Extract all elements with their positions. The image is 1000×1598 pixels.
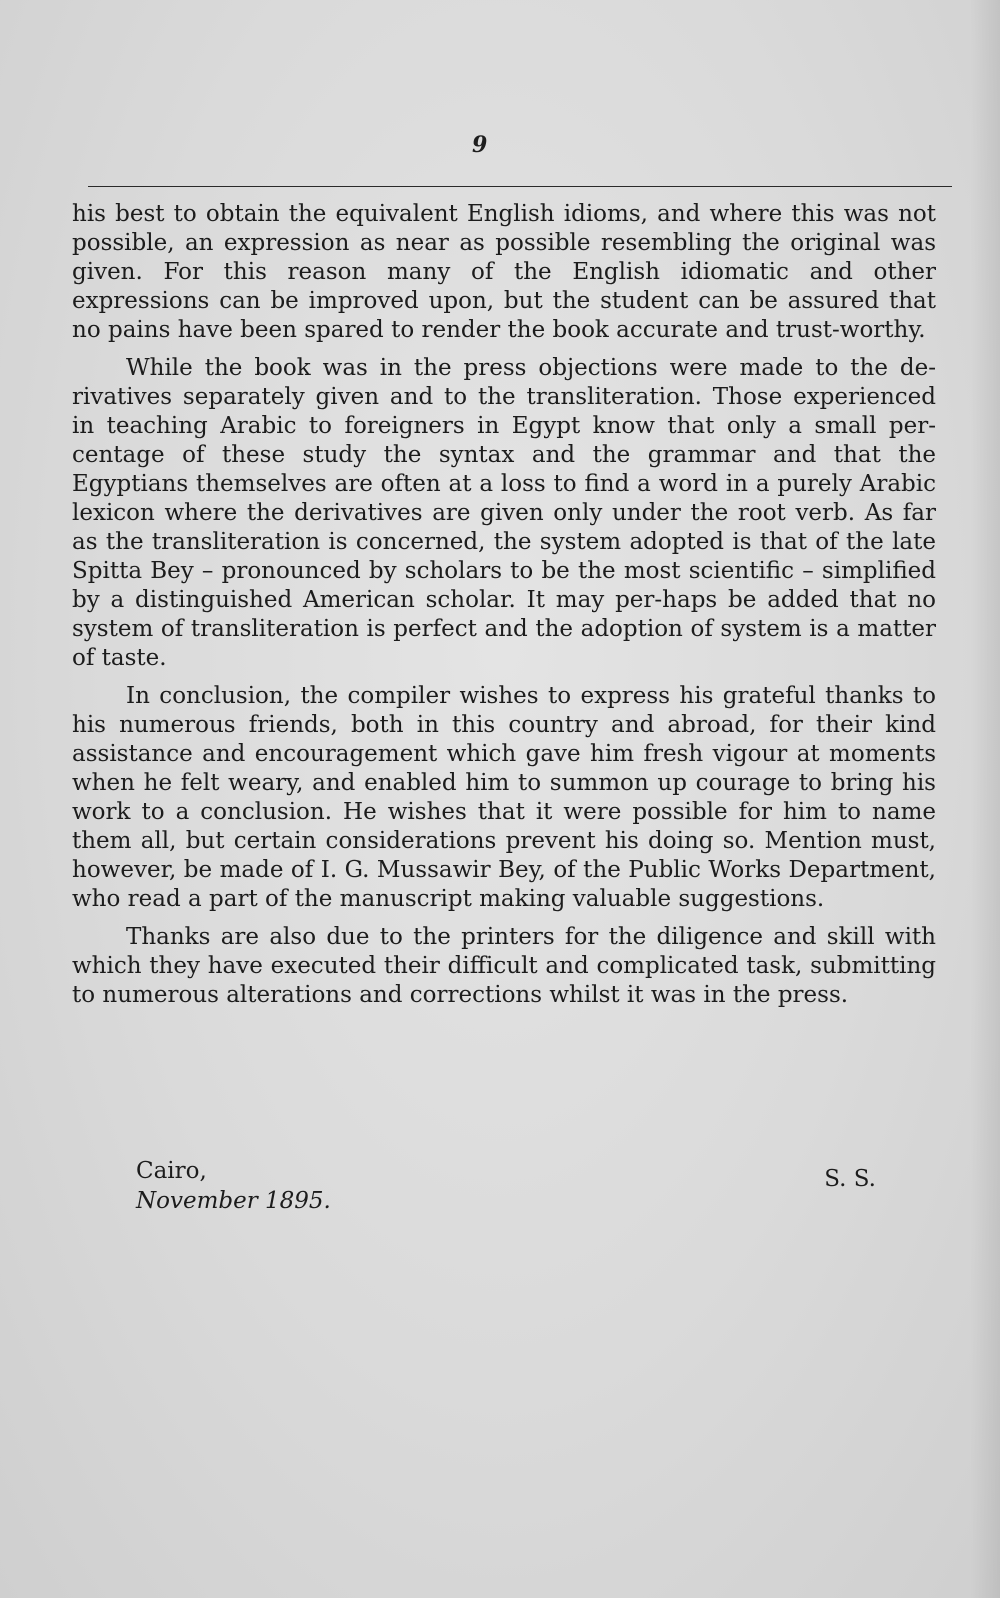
paragraph-3: In conclusion, the compiler wishes to express his grateful thanks to his numerous friends, both in this country and abroad, for their kind assistance and encouragement which gave him fresh vigour at moments when he felt weary, and enabled him to summon up courage to bring his work to a conclusion. He wishes that it were possible for him to name them all, but certain considerations prevent his doing so. Mention must, however, be made of I. G. Mussawir Bey, of the Public Works Department, who read a part of the manuscript making valuable suggestions. xyxy=(72,683,936,912)
paragraph-4: Thanks are also due to the printers for the diligence and skill with which they have executed their difficult and complicated task, submitting to numerous alterations and corrections whilst it was in the press. xyxy=(72,924,936,1008)
page-number: 9 xyxy=(472,132,488,158)
body-text xyxy=(72,200,936,1010)
header-rule xyxy=(88,186,952,187)
signoff-initials: S. S. xyxy=(824,1166,876,1192)
paragraph-1: his best to obtain the equivalent English idioms, and where this was not possible, an expression as near as possible resembling the original was given. For this reason many of the English idiomatic and other expressions can be improved upon, but the student can be assured that no pains have been spared to render the book accurate and trust-worthy. xyxy=(72,201,936,343)
signoff-place: Cairo, xyxy=(136,1158,207,1184)
page-edge-shadow xyxy=(970,0,1000,1598)
paragraph-2: While the book was in the press objections were made to the de-rivatives separately given and to the transliteration. Those experienced in teaching Arabic to foreigners in Egypt know that only a small per-centage of these study the syntax and the grammar and that the Egyptians themselves are often at a loss to find a word in a purely Arabic lexicon where the derivatives are given only under the root verb. As far as the transliteration is concerned, the system adopted is that of the late Spitta Bey – pronounced by scholars to be the most scientific – simplified by a distinguished American scholar. It may per-haps be added that no system of transliteration is perfect and the adoption of system is a matter of taste. xyxy=(72,355,936,671)
signoff-date: November 1895. xyxy=(136,1188,331,1214)
signoff xyxy=(136,1156,876,1216)
